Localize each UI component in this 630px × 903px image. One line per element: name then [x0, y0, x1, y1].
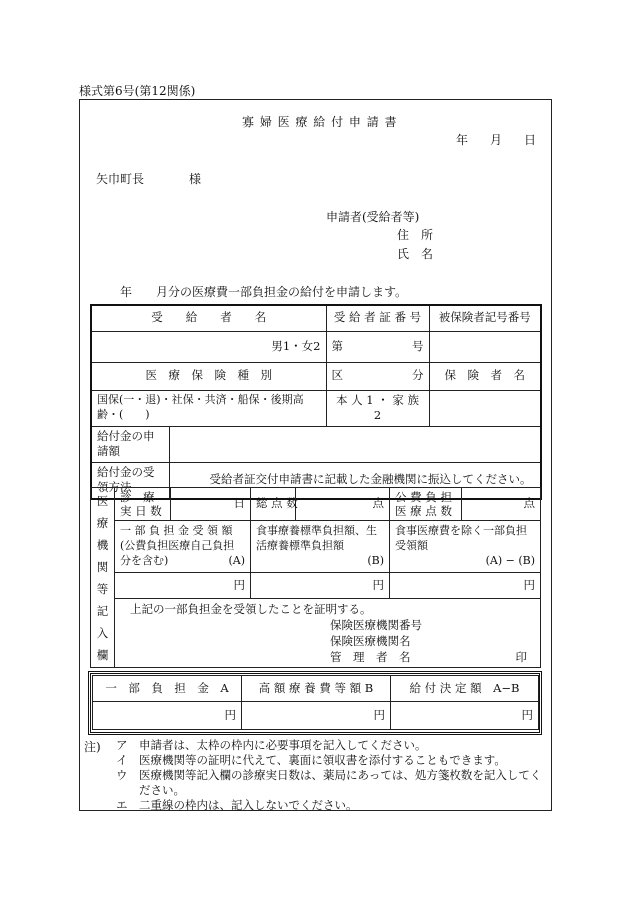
note-item: イ 医療機関等の証明に代えて、裏面に領収書を添付することもできます。 [116, 753, 506, 767]
addressee-name: 矢巾町長 [96, 172, 145, 186]
high-cost-header: 高 額 療 養 費 等 額 B [242, 676, 391, 702]
payment-amount-field[interactable] [169, 426, 541, 462]
note-item: ア 申請者は、太枠の枠内に必要事項を記入してください。 [116, 738, 427, 752]
certification-text: 上記の一部負担金を受領したことを証明する。 [130, 602, 372, 616]
receipt-method-text: 受給者証交付申請書に記載した金融機関に振込してください。 [169, 462, 541, 499]
col-a-header: 一 部 負 担 金 受 領 額 (公費負担医療自己負担分を含む) (A) [115, 521, 251, 573]
form-title: 寡 婦 医 療 給 付 申 請 書 [242, 115, 398, 129]
applicant-address: 住 所 [397, 228, 434, 242]
family-field[interactable]: 本 人 1 ・ 家 族 2 [326, 390, 429, 426]
note-item: エ 二重線の枠内は、記入しないでください。 [116, 798, 358, 812]
institution-name-label: 保険医療機関名 [330, 634, 411, 648]
high-cost-field[interactable]: 円 [242, 702, 391, 730]
addressee-honorific: 様 [189, 172, 202, 186]
notes-head: 注) [84, 740, 101, 754]
col-b-field[interactable]: 円 [251, 573, 390, 599]
applicant-label: 申請者(受給者等) [326, 210, 420, 224]
points-label: 総 点 数 [251, 488, 296, 521]
points-field[interactable]: 点 [296, 488, 390, 521]
note-item: ウ 医療機関等記入欄の診療実日数は、薬局にあっては、処方箋枚数を記入してく [116, 768, 542, 782]
insurer-field[interactable] [429, 390, 541, 426]
partial-burden-field[interactable]: 円 [93, 702, 242, 730]
col-c-field[interactable]: 円 [390, 573, 541, 599]
receipt-method-label: 給付金の受領方法 [91, 462, 169, 499]
payment-amount-label: 給付金の申請額 [91, 426, 169, 462]
payment-decision-field[interactable]: 円 [391, 702, 539, 730]
payment-decision-header: 給 付 決 定 額 A−B [391, 676, 539, 702]
notes-list [116, 738, 541, 813]
days-field[interactable]: 日 [171, 488, 251, 521]
form-label: 様式第6号(第12関係) [79, 84, 196, 98]
date-year: 年 [456, 133, 469, 147]
partial-burden-header: 一 部 負 担 金 A [93, 676, 242, 702]
applicant-name: 氏 名 [397, 247, 434, 261]
public-points-label: 公 費 負 担 医 療 点 数 [390, 488, 462, 521]
date-month: 月 [490, 133, 503, 147]
insured-number-header: 被保険者記号番号 [429, 305, 541, 331]
manager-label: 管 理 者 名 印 [330, 650, 527, 664]
medical-side-label: 医 療 機 関 等 記 入 欄 [91, 488, 115, 668]
insurer-header: 保 険 者 名 [429, 362, 541, 390]
medical-institution-table [90, 487, 541, 668]
recipient-number-header: 受 給 者 証 番 号 [326, 305, 429, 331]
col-a-field[interactable]: 円 [115, 573, 251, 599]
applicant-table [90, 304, 542, 500]
insurance-options[interactable]: 国保(一・退)・社保・共済・船保・後期高齢・( ) [91, 390, 326, 426]
date-day: 日 [524, 133, 537, 147]
col-c-header: 食事医療費を除く一部負担受領額 (A) − (B) [390, 521, 541, 573]
days-label: 診 療 実 日 数 [115, 488, 171, 521]
seal-mark: 印 [515, 650, 527, 664]
district-header: 区 分 [326, 362, 429, 390]
public-points-field[interactable]: 点 [462, 488, 541, 521]
recipient-header: 受 給 者 名 [91, 305, 326, 331]
certification-block [115, 599, 541, 668]
insured-number-field[interactable] [429, 331, 541, 362]
recipient-number-field[interactable]: 第 号 [326, 331, 429, 362]
sex-field[interactable]: 男1・女2 [91, 331, 326, 362]
insurance-type-header: 医 療 保 険 種 別 [91, 362, 326, 390]
note-item: ださい。 [116, 783, 185, 797]
decision-table [92, 675, 539, 730]
institution-code-label: 保険医療機関番号 [330, 618, 422, 632]
col-b-header: 食事療養標準負担額、生活療養標準負担額 (B) [251, 521, 390, 573]
statement: 年 月分の医療費一部負担金の給付を申請します。 [120, 285, 408, 299]
